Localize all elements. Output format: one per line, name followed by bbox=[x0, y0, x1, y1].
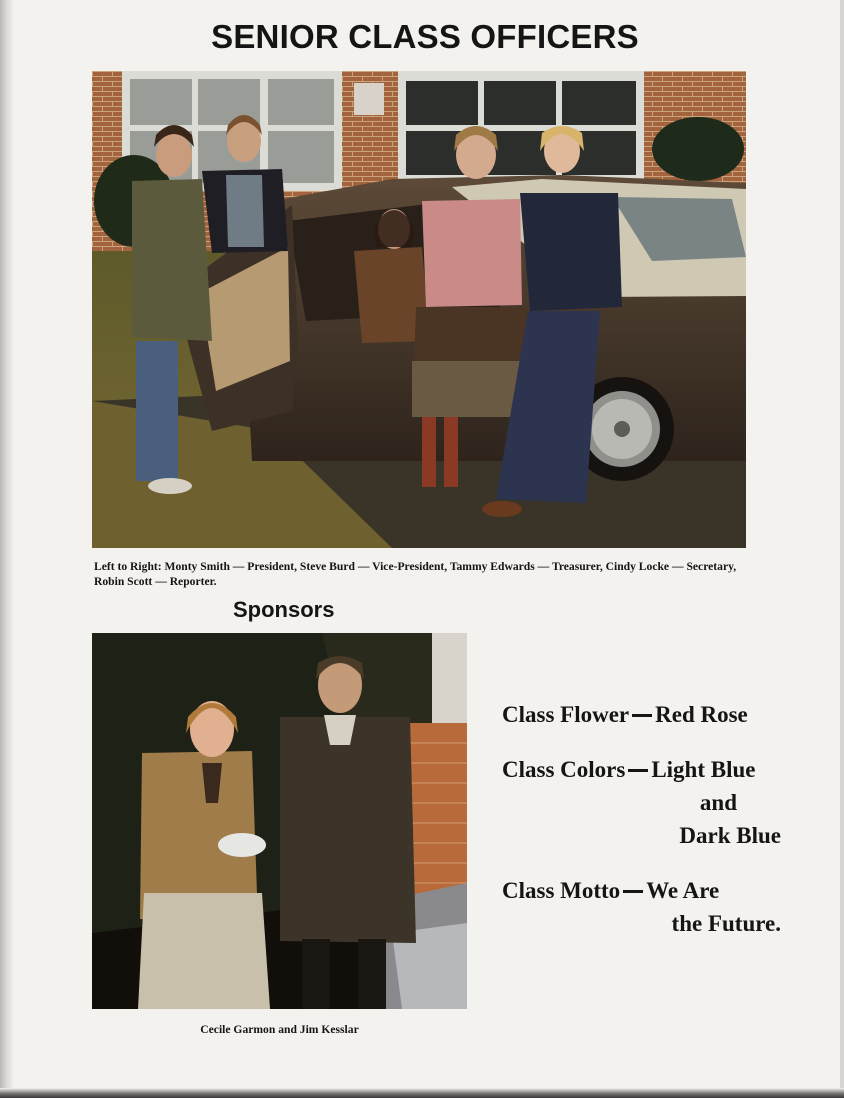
officers-caption: Left to Right: Monty Smith — President, Steve Burd — Vice-President, Tammy Edwards — Treasurer, Cindy Locke — Secretary, Robin Scott — Reporter. bbox=[94, 560, 737, 588]
page-title: SENIOR CLASS OFFICERS bbox=[211, 18, 639, 55]
class-motto-label: Class Motto bbox=[502, 878, 621, 903]
class-flower-label: Class Flower bbox=[502, 702, 630, 727]
page-binding-edge bbox=[0, 0, 14, 1098]
class-colors-dark-blue: Dark Blue bbox=[679, 823, 781, 848]
dash-separator bbox=[632, 714, 652, 717]
class-flower bbox=[502, 698, 787, 731]
page-bottom-edge bbox=[0, 1088, 844, 1098]
dash-separator bbox=[628, 769, 648, 772]
officers-photo bbox=[92, 71, 746, 548]
sponsors-heading: Sponsors bbox=[233, 597, 335, 622]
sponsors-photo bbox=[92, 633, 467, 1009]
page-right-edge bbox=[840, 0, 844, 1098]
class-flower-value: Red Rose bbox=[655, 702, 748, 727]
class-motto bbox=[502, 874, 787, 940]
dash-separator bbox=[623, 890, 643, 893]
class-motto-value: We Are bbox=[646, 878, 720, 903]
class-motto-cont: the Future. bbox=[671, 911, 781, 936]
class-colors-and: and bbox=[699, 790, 737, 815]
sponsors-caption: Cecile Garmon and Jim Kesslar bbox=[200, 1023, 359, 1036]
class-facts bbox=[502, 698, 787, 962]
class-colors-label: Class Colors bbox=[502, 757, 626, 782]
class-colors-value: Light Blue bbox=[651, 757, 756, 782]
class-colors bbox=[502, 753, 787, 852]
